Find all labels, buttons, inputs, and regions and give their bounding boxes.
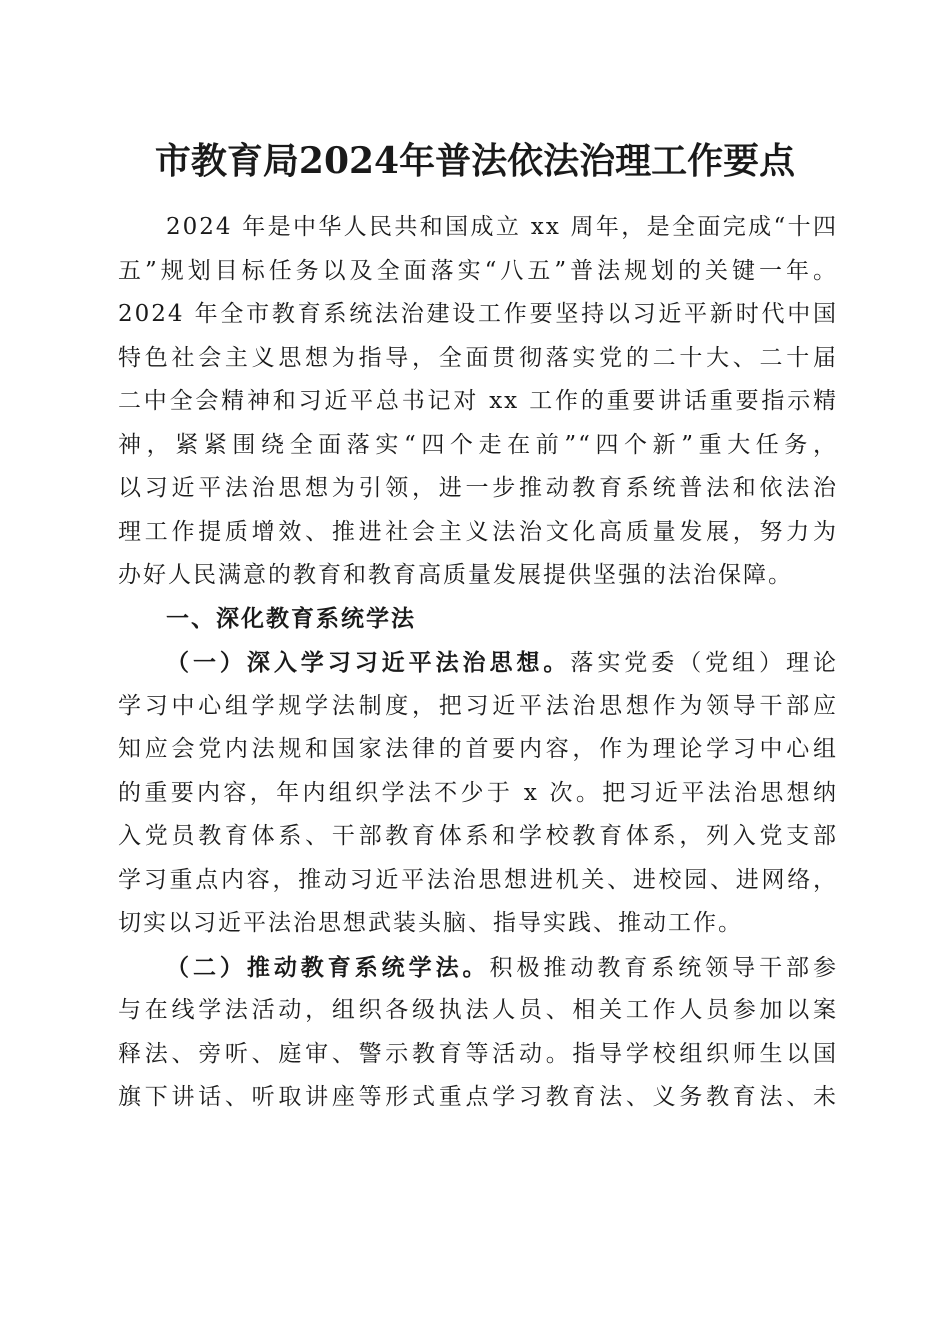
intro-line: 神，紧紧围绕全面落实“四个走在前”“四个新”重大任务， bbox=[118, 431, 838, 458]
item2-first-line bbox=[118, 946, 838, 990]
item1-line: 切实以习近平法治思想武装头脑、指导实践、推动工作。 bbox=[118, 910, 743, 936]
document-body bbox=[118, 206, 838, 1120]
intro-line: 以习近平法治思想为引领，进一步推动教育系统普法和依法治 bbox=[118, 475, 838, 501]
item2-line: 与在线学法活动，组织各级执法人员、相关工作人员参加以案 bbox=[118, 997, 838, 1023]
item1-line: 知应会党内法规和国家法律的首要内容，作为理论学习中心组 bbox=[118, 736, 838, 762]
intro-line: 理工作提质增效、推进社会主义法治文化高质量发展，努力为 bbox=[118, 518, 838, 545]
intro-line: 五”规划目标任务以及全面落实“八五”普法规划的关键一年。 bbox=[118, 257, 838, 284]
item2-line: 释法、旁听、庭审、警示教育等活动。指导学校组织师生以国 bbox=[118, 1040, 838, 1067]
item1-line: 学习重点内容，推动习近平法治思想进机关、进校园、进网络， bbox=[118, 866, 838, 893]
intro-line: 2024 年是中华人民共和国成立 xx 周年，是全面完成“十四 bbox=[166, 214, 838, 240]
document-title: 市教育局2024年普法依法治理工作要点 bbox=[154, 140, 796, 182]
item1-first-line-rest: 落实党委（党组）理论 bbox=[570, 650, 839, 676]
intro-line: 二中全会精神和习近平总书记对 xx 工作的重要讲话重要指示精 bbox=[118, 388, 838, 414]
item1-line: 入党员教育体系、干部教育体系和学校教育体系，列入党支部 bbox=[118, 823, 838, 849]
item2-lead: （二）推动教育系统学法。 bbox=[166, 953, 490, 981]
item1-line: 的重要内容，年内组织学法不少于 x 次。把习近平法治思想纳 bbox=[118, 779, 838, 806]
item2-first-line-rest: 积极推动教育系统领导干部参 bbox=[489, 954, 839, 981]
section-heading: 一、深化教育系统学法 bbox=[166, 605, 416, 632]
item2-line: 旗下讲话、听取讲座等形式重点学习教育法、义务教育法、未 bbox=[118, 1084, 838, 1110]
intro-line: 特色社会主义思想为指导，全面贯彻落实党的二十大、二十届 bbox=[118, 344, 838, 371]
item1-lead: （一）深入学习习近平法治思想。 bbox=[166, 649, 571, 676]
intro-line: 2024 年全市教育系统法治建设工作要坚持以习近平新时代中国 bbox=[118, 301, 838, 327]
intro-line: 办好人民满意的教育和教育高质量发展提供坚强的法治保障。 bbox=[118, 562, 793, 588]
item1-line: 学习中心组学规学法制度，把习近平法治思想作为领导干部应 bbox=[118, 692, 838, 719]
item1-first-line bbox=[118, 641, 838, 685]
